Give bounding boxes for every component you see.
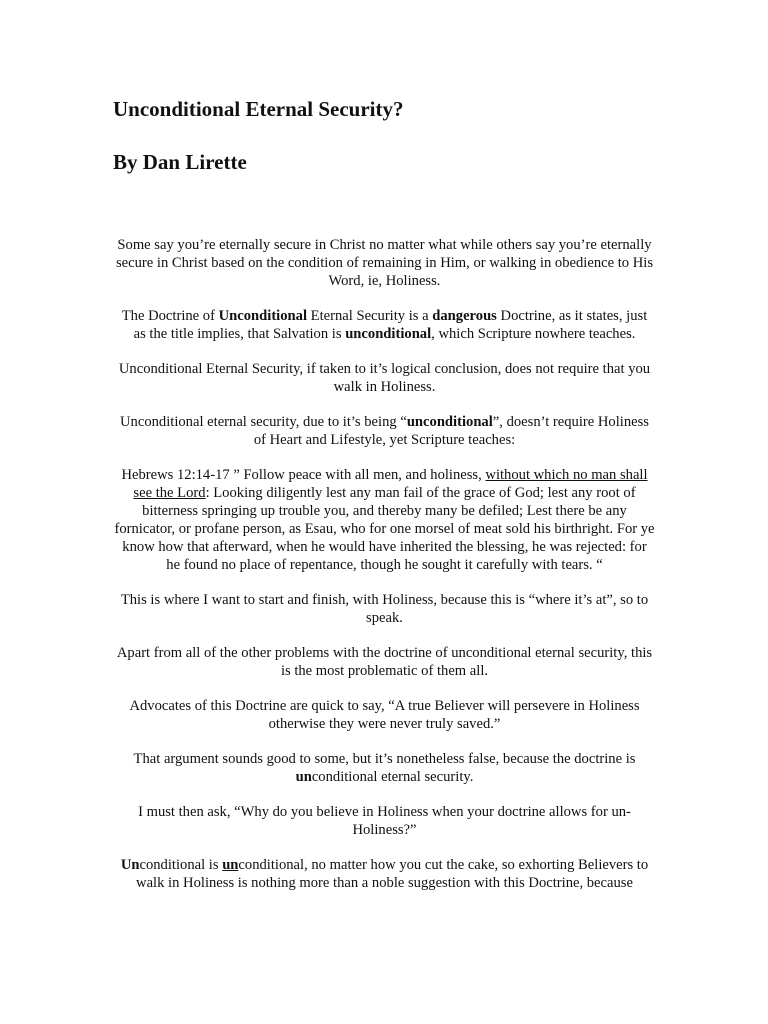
paragraph-11: [114, 856, 655, 892]
emphasis-un: un: [295, 769, 312, 785]
paragraph-4: [114, 413, 655, 449]
text-segment: ”, doesn’t require Holiness of Heart and Lifestyle, yet Scripture teaches:: [253, 414, 649, 448]
text-segment: Doctrine, as it states, just as the title implies, that Salvation is: [133, 308, 648, 342]
emphasis-unconditional: Unconditional: [218, 308, 308, 324]
paragraph-8: Advocates of this Doctrine are quick to say, “A true Believer will persevere in Holiness otherwise they were never truly saved.”: [129, 698, 640, 732]
emphasis-dangerous: dangerous: [432, 308, 497, 324]
text-segment: conditional eternal security.: [311, 769, 474, 785]
paragraph-6: This is where I want to start and finish, with Holiness, because this is “where it’s at”, so to speak.: [120, 592, 649, 626]
text-segment: Hebrews 12:14-17 ” Follow peace with all men, and holiness,: [121, 467, 486, 483]
text-segment: conditional, no matter how you cut the cake, so exhorting Believers to walk in Holiness is nothing more than a noble suggestion with this Doctrine, because: [136, 857, 649, 891]
text-segment: That argument sounds good to some, but it’s nonetheless false, because the doctrine is: [133, 751, 636, 767]
text-segment: Eternal Security is a: [307, 308, 433, 324]
author-byline: By Dan Lirette: [113, 150, 247, 174]
text-segment: The Doctrine of: [121, 308, 219, 324]
paragraph-3: Unconditional Eternal Security, if taken to it’s logical conclusion, does not require that you walk in Holiness.: [118, 361, 651, 395]
emphasis-unconditional: unconditional: [406, 414, 493, 430]
underlined-phrase: without which no man shall see the Lord: [133, 467, 648, 501]
document-title: Unconditional Eternal Security?: [113, 97, 404, 121]
paragraph-10: I must then ask, “Why do you believe in Holiness when your doctrine allows for un-Holiness?”: [138, 804, 631, 838]
emphasis-un-underlined: un: [222, 857, 239, 873]
paragraph-2: [114, 307, 655, 343]
text-segment: conditional is: [139, 857, 223, 873]
emphasis-un: Un: [120, 857, 140, 873]
paragraph-9: [114, 750, 655, 786]
text-segment: Unconditional eternal security, due to it’s being “: [120, 414, 407, 430]
paragraph-7: Apart from all of the other problems with the doctrine of unconditional eternal security, this is the most problematic of them all.: [116, 645, 653, 679]
document-body: [114, 236, 655, 909]
paragraph-scripture-quote: [114, 466, 655, 574]
text-segment: , which Scripture nowhere teaches.: [431, 326, 636, 342]
text-segment: : Looking diligently lest any man fail of the grace of God; lest any root of bitterness springing up trouble you, and thereby many be defiled; Lest there be any fornicator, or profane person, as Esau, who for one morsel of meat sold his birthright. For ye know how that afterward, when he would have inherited the blessing, he was rejected: for he found no place of repentance, though he sought it carefully with tears. “: [114, 485, 655, 573]
paragraph-1: Some say you’re eternally secure in Christ no matter what while others say you’re eternally secure in Christ based on the condition of remaining in Him, or walking in obedience to His Word, ie, Holiness.: [115, 237, 654, 289]
emphasis-unconditional: unconditional: [345, 326, 432, 342]
